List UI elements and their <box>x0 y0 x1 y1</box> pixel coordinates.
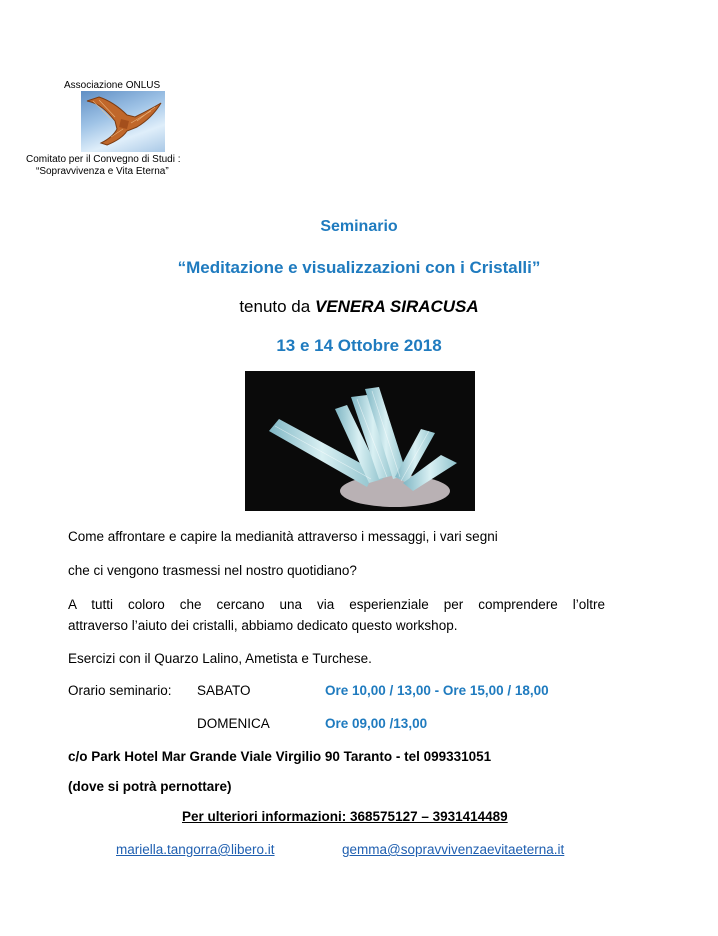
schedule-day-1: SABATO <box>197 683 251 698</box>
contact-info: Per ulteriori informazioni: 368575127 – 3931414489 <box>182 809 508 824</box>
schedule-label: Orario seminario: <box>68 683 172 698</box>
body-line-4: Esercizi con il Quarzo Lalino, Ametista e Turchese. <box>68 651 372 666</box>
held-by-prefix: tenuto da <box>239 297 315 316</box>
schedule-day-2: DOMENICA <box>197 716 270 731</box>
venue-note: (dove si potrà pernottare) <box>68 779 232 794</box>
event-dates: 13 e 14 Ottobre 2018 <box>276 336 442 355</box>
crystal-photo <box>245 371 475 511</box>
association-label: Associazione ONLUS <box>64 80 161 91</box>
committee-line-2: “Sopravvivenza e Vita Eterna” <box>36 166 169 177</box>
body-line-3b: attraverso l’aiuto dei cristalli, abbiamo dedicato questo workshop. <box>68 618 458 633</box>
email-link-mariella[interactable]: mariella.tangorra@libero.it <box>116 842 275 857</box>
speaker-name: VENERA SIRACUSA <box>314 297 479 316</box>
body-line-2: che ci vengono trasmessi nel nostro quotidiano? <box>68 563 357 578</box>
schedule-day-2-hours: Ore 09,00 /13,00 <box>325 716 428 731</box>
body-line-3a: A tutti coloro che cercano una via esperienziale per comprendere l’oltre <box>68 597 605 612</box>
eagle-logo-icon <box>81 91 165 152</box>
committee-line-1: Comitato per il Convegno di Studi : <box>26 154 181 165</box>
body-line-1: Come affrontare e capire la medianità attraverso i messaggi, i vari segni <box>68 529 498 544</box>
event-kind: Seminario <box>320 218 398 235</box>
venue-address: c/o Park Hotel Mar Grande Viale Virgilio 90 Taranto - tel 099331051 <box>68 749 492 764</box>
email-link-gemma[interactable]: gemma@sopravvivenzaevitaeterna.it <box>342 842 565 857</box>
held-by-line <box>0 297 718 317</box>
schedule-day-1-hours: Ore 10,00 / 13,00 - Ore 15,00 / 18,00 <box>325 683 549 698</box>
event-title: “Meditazione e visualizzazioni con i Cristalli” <box>177 258 541 277</box>
